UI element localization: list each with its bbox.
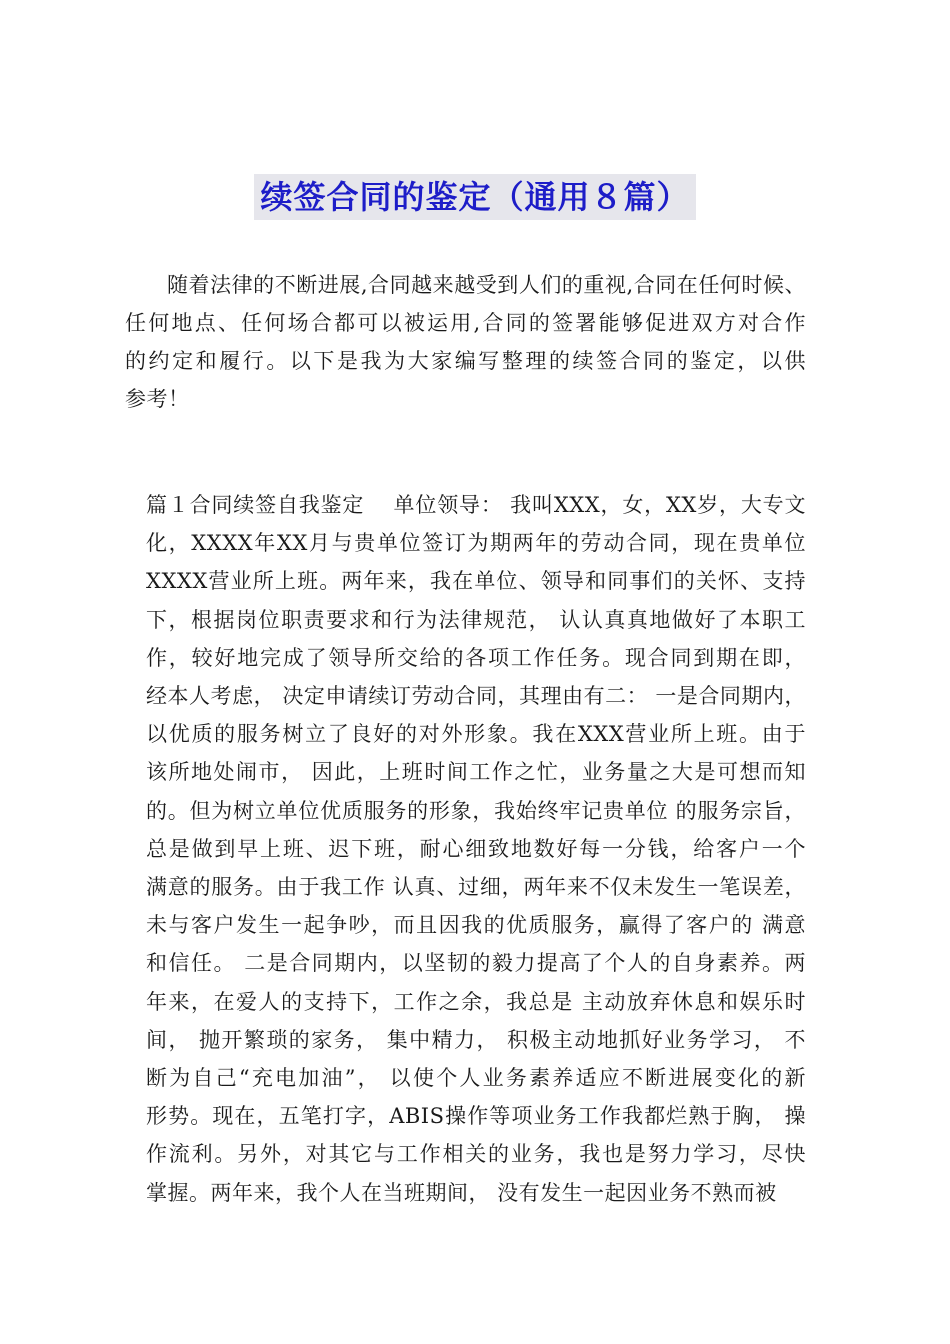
intro-line: 参考！ [125, 387, 190, 411]
body-line: XXXX营业所上班。两年来，我在单位、领导和同事们的关怀、支持 [146, 569, 806, 594]
body-line: 经本人考虑， 决定申请续订劳动合同，其理由有二： 一是合同期内， [146, 684, 806, 709]
body-paragraph [146, 486, 806, 1212]
intro-line: 任何地点、任何场合都可以被运用,合同的签署能够促进双方对合作 [125, 311, 806, 335]
body-line: 断为自己“充电加油”， 以使个人业务素养适应不断进展变化的新 [146, 1066, 806, 1091]
body-line: 形势。现在，五笔打字，ABIS操作等项业务工作我都烂熟于胸， 操 [146, 1104, 806, 1129]
body-line: 年来，在爱人的支持下，工作之余，我总是 主动放弃休息和娱乐时 [146, 989, 806, 1014]
body-line: 未与客户发生一起争吵，而且因我的优质服务，赢得了客户的 满意 [146, 913, 806, 938]
body-line: 篇１合同续签自我鉴定 单位领导： 我叫XXX，女，XX岁，大专文 [146, 493, 806, 517]
body-line: 总是做到早上班、迟下班，耐心细致地数好每一分钱，给客户一个 [146, 836, 806, 861]
body-line: 满意的服务。由于我工作 认真、过细，两年来不仅未发生一笔误差， [146, 875, 806, 900]
body-line: 和信任。 二是合同期内，以坚韧的毅力提高了个人的自身素养。两 [146, 951, 806, 976]
intro-line: 的约定和履行。以下是我为大家编写整理的续签合同的鉴定，以供 [125, 349, 806, 373]
body-line: 的。但为树立单位优质服务的形象，我始终牢记贵单位 的服务宗旨， [146, 798, 806, 823]
intro-paragraph [125, 266, 806, 418]
body-line: 作流利。另外，对其它与工作相关的业务，我也是努力学习，尽快 [146, 1142, 806, 1167]
body-line: 作，较好地完成了领导所交给的各项工作任务。现合同到期在即， [146, 645, 806, 670]
body-line: 间， 抛开繁琐的家务， 集中精力， 积极主动地抓好业务学习， 不 [146, 1027, 806, 1052]
title-container [0, 174, 950, 220]
body-line: 化，XXXX年XX月与贵单位签订为期两年的劳动合同，现在贵单位 [146, 531, 806, 556]
body-line: 掌握。两年来，我个人在当班期间， 没有发生一起因业务不熟而被 [146, 1180, 777, 1205]
document-title: 续签合同的鉴定（通用８篇） [254, 174, 695, 220]
body-line: 该所地处闹市， 因此，上班时间工作之忙，业务量之大是可想而知 [146, 760, 806, 785]
body-line: 以优质的服务树立了良好的对外形象。我在XXX营业所上班。由于 [146, 722, 806, 747]
body-line: 下，根据岗位职责要求和行为法律规范， 认认真真地做好了本职工 [146, 607, 806, 632]
intro-line: 随着法律的不断进展,合同越来越受到人们的重视,合同在任何时候、 [167, 273, 806, 297]
